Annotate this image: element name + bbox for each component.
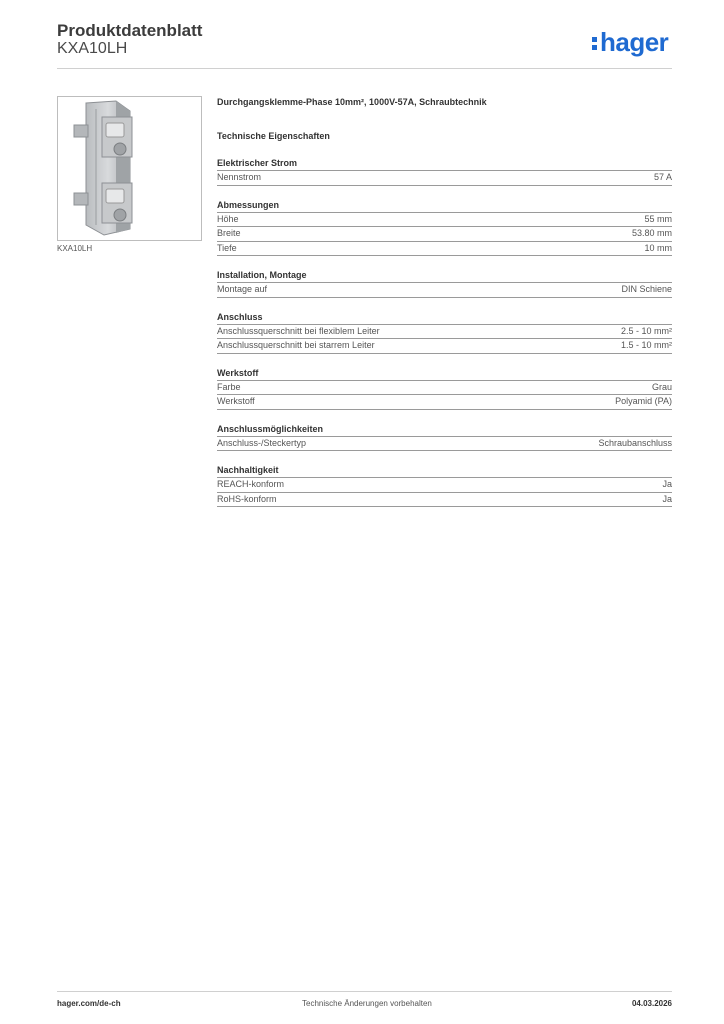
spec-value: 57 A xyxy=(653,172,672,182)
spec-label: Farbe xyxy=(217,381,241,392)
spec-row xyxy=(217,395,672,410)
section-anschlussmoeglichkeiten xyxy=(217,423,672,452)
section-title: Anschlussmöglichkeiten xyxy=(217,423,672,437)
section-elektrischer-strom xyxy=(217,157,672,186)
spec-row xyxy=(217,242,672,257)
product-description: Durchgangsklemme-Phase 10mm², 1000V-57A, Schraubtechnik xyxy=(217,97,487,107)
spec-value: Ja xyxy=(662,493,672,504)
spec-label: RoHS-konform xyxy=(217,493,277,504)
spec-row xyxy=(217,339,672,354)
product-code: KXA10LH xyxy=(57,40,128,57)
section-title: Elektrischer Strom xyxy=(217,157,672,171)
footer-divider xyxy=(57,991,672,992)
hager-logo[interactable] xyxy=(592,28,668,56)
spec-value: Grau xyxy=(651,381,672,392)
spec-label: Nennstrom xyxy=(217,172,262,182)
spec-label: Montage auf xyxy=(217,284,268,294)
section-title: Anschluss xyxy=(217,311,672,325)
spec-value: Ja xyxy=(662,479,672,489)
spec-value: 10 mm xyxy=(644,242,672,253)
logo-text: hager xyxy=(600,27,669,57)
spec-label: REACH-konform xyxy=(217,479,285,489)
header-divider xyxy=(57,68,672,69)
page-title: Produktdatenblatt xyxy=(57,21,203,40)
spec-value: 1.5 - 10 mm² xyxy=(620,340,672,350)
product-details xyxy=(217,96,672,507)
footer-disclaimer: Technische Änderungen vorbehalten xyxy=(302,999,432,1008)
section-werkstoff xyxy=(217,367,672,410)
section-title: Nachhaltigkeit xyxy=(217,464,672,478)
spec-label: Anschlussquerschnitt bei flexiblem Leiter xyxy=(217,325,380,336)
spec-row xyxy=(217,213,672,228)
spec-row xyxy=(217,283,672,298)
image-caption: KXA10LH xyxy=(57,244,93,253)
spec-label: Anschluss-/Steckertyp xyxy=(217,437,307,448)
section-installation-montage xyxy=(217,269,672,298)
spec-row xyxy=(217,381,672,396)
spec-label: Tiefe xyxy=(217,242,237,253)
logo-dots-icon xyxy=(592,28,598,56)
spec-row xyxy=(217,325,672,340)
spec-value: 55 mm xyxy=(644,213,672,224)
section-title: Abmessungen xyxy=(217,199,672,213)
spec-label: Anschlussquerschnitt bei starrem Leiter xyxy=(217,340,375,350)
spec-value: 2.5 - 10 mm² xyxy=(620,325,672,336)
spec-value: Polyamid (PA) xyxy=(615,396,672,406)
footer-date: 04.03.2026 xyxy=(631,999,672,1008)
section-abmessungen xyxy=(217,199,672,257)
spec-label: Breite xyxy=(217,228,241,238)
footer-website-link[interactable]: hager.com/de-ch xyxy=(57,999,121,1008)
section-anschluss xyxy=(217,311,672,354)
section-title: Werkstoff xyxy=(217,367,672,381)
tech-properties-heading: Technische Eigenschaften xyxy=(217,131,330,141)
section-title: Installation, Montage xyxy=(217,269,672,283)
spec-row xyxy=(217,493,672,508)
terminal-block-product-image xyxy=(58,97,201,240)
spec-value: DIN Schiene xyxy=(621,284,672,294)
spec-value: 53.80 mm xyxy=(631,228,672,238)
spec-label: Werkstoff xyxy=(217,396,255,406)
spec-row xyxy=(217,478,672,493)
spec-row xyxy=(217,227,672,242)
section-nachhaltigkeit xyxy=(217,464,672,507)
spec-row xyxy=(217,437,672,452)
spec-label: Höhe xyxy=(217,213,239,224)
spec-value: Schraubanschluss xyxy=(598,437,672,448)
spec-row xyxy=(217,171,672,186)
product-image xyxy=(57,96,202,241)
